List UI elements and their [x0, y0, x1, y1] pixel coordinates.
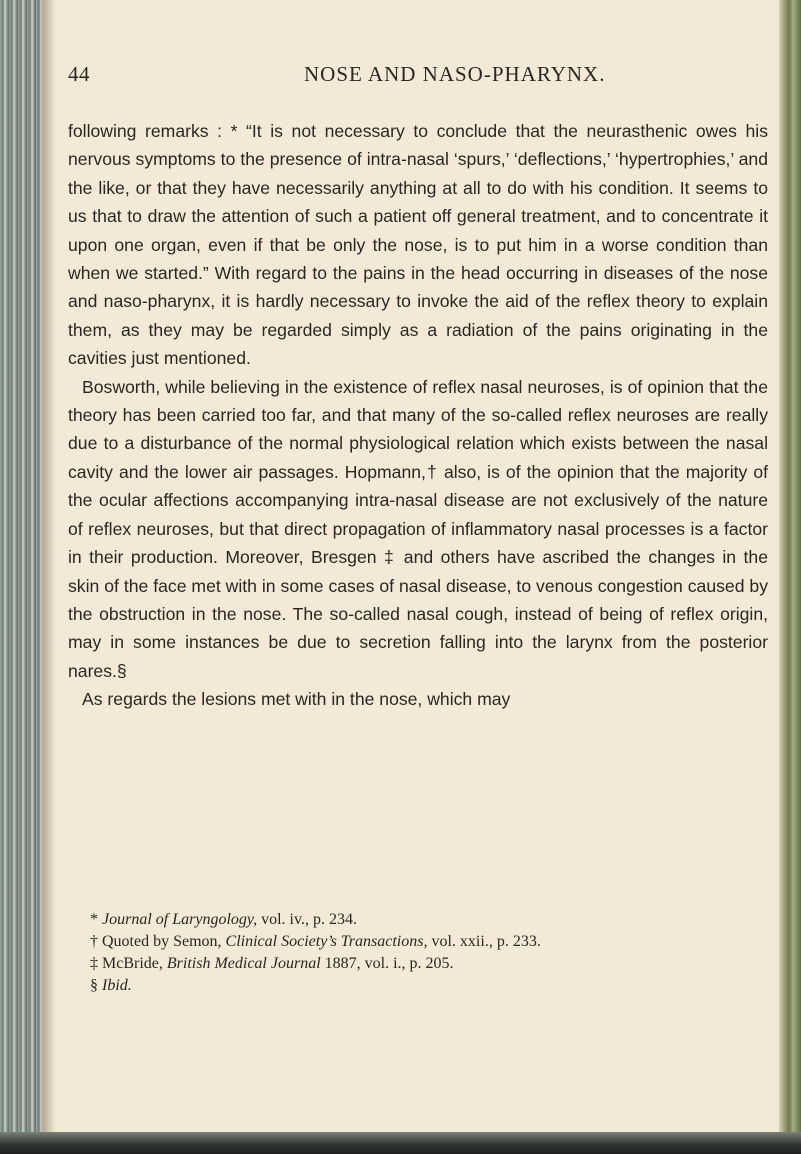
paragraph-3: As regards the lesions met with in the nose, which may	[82, 689, 511, 710]
footnote-2-source: Clinical Society’s Transactions,	[225, 933, 428, 950]
footnote-2	[68, 931, 768, 953]
footnote-3-ref: 1887, vol. i., p. 205.	[320, 955, 454, 972]
gutter-shadow	[42, 0, 56, 1154]
footnote-2-mark: † Quoted by Semon,	[90, 933, 226, 950]
footnote-1-source: Journal of Laryngology,	[102, 911, 258, 928]
footnote-4	[68, 975, 768, 997]
footnote-3-mark: ‡ McBride,	[90, 955, 167, 972]
footnote-4-mark: §	[90, 977, 102, 994]
book-binding-edge	[0, 0, 42, 1154]
running-title: NOSE AND NASO-PHARYNX.	[304, 62, 606, 86]
page-bottom-edge	[0, 1132, 801, 1154]
footnote-4-source: Ibid.	[102, 977, 132, 994]
running-head	[68, 62, 780, 92]
footnotes	[68, 909, 768, 997]
footnote-1	[68, 909, 768, 931]
paragraph-1: following remarks : * “It is not necessary to conclude that the neurasthenic owes his nervous symptoms to the presence of intra-nasal ‘spurs,’ ‘deflections,’ ‘hypertrophies,’ and the like, or that they have necessarily anything at all to do with his condition. It seems to us that to draw the attention of such a patient off general treatment, and to concentrate it upon one organ, even if that be only the nose, is to put him in a worse condition than when we started.” With regard to the pains in the head occurring in diseases of the nose and naso-pharynx, it is hardly necessary to invoke the aid of the reflex theory to explain them, as they may be regarded simply as a radiation of the pains originating in the cavities just mentioned.	[68, 121, 768, 369]
page-right-edge	[779, 0, 801, 1154]
footnote-2-ref: vol. xxii., p. 233.	[427, 933, 541, 950]
footnote-3	[68, 953, 768, 975]
page-number: 44	[68, 62, 90, 86]
paragraph-2: Bosworth, while believing in the existence of reflex nasal neuroses, is of opinion that the theory has been carried too far, and that many of the so-called reflex neuroses are really due to a disturbance of the normal physiological relation which exists between the nasal cavity and the lower air passages. Hopmann,† also, is of the opinion that the majority of the ocular affections accompanying intra-nasal disease are not exclusively of the nature of reflex neuroses, but that direct propagation of inflammatory nasal processes is a factor in their production. Moreover, Bresgen ‡ and others have ascribed the changes in the skin of the face met with in some cases of nasal disease, to venous congestion caused by the obstruction in the nose. The so-called nasal cough, instead of being of reflex origin, may in some instances be due to secretion falling into the larynx from the posterior nares.§	[68, 376, 768, 681]
footnote-3-source: British Medical Journal	[166, 955, 321, 972]
body-text	[68, 117, 768, 714]
footnote-1-mark: *	[90, 911, 102, 928]
footnote-1-ref: vol. iv., p. 234.	[257, 911, 357, 928]
